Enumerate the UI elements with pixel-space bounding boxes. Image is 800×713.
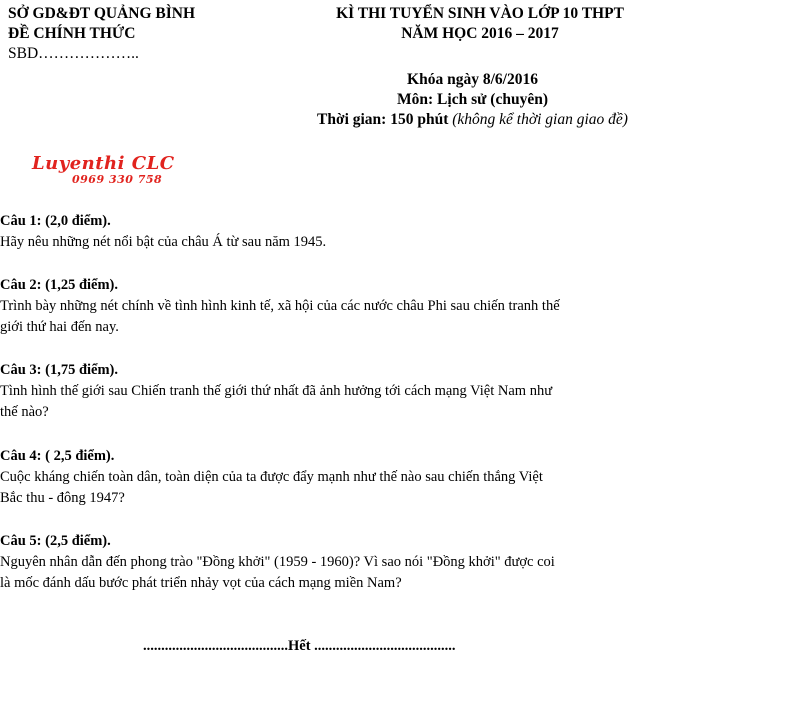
school-year: NĂM HỌC 2016 – 2017 bbox=[401, 25, 559, 42]
question-title: Câu 5: (2,5 điểm). bbox=[0, 533, 111, 549]
candidate-number: SBD……………….. bbox=[8, 45, 139, 62]
exam-time-note: (không kể thời gian giao đề) bbox=[452, 111, 628, 128]
question-line: Bắc thu - đông 1947? bbox=[0, 490, 125, 506]
question-5 bbox=[0, 531, 640, 594]
exam-title: KÌ THI TUYỂN SINH VÀO LỚP 10 THPT bbox=[336, 5, 624, 22]
question-title: Câu 3: (1,75 điểm). bbox=[0, 362, 119, 378]
exam-date: Khóa ngày 8/6/2016 bbox=[407, 71, 538, 88]
question-line: Cuộc kháng chiến toàn dân, toàn diện của ta được đẩy mạnh như thế nào sau chiến thắng Việt bbox=[0, 469, 543, 485]
question-line: thế nào? bbox=[0, 404, 49, 420]
question-line: giới thứ hai đến nay. bbox=[0, 319, 119, 335]
exam-info bbox=[300, 70, 645, 130]
official-label: ĐỀ CHÍNH THỨC bbox=[8, 25, 136, 42]
question-1 bbox=[0, 211, 640, 253]
question-title: Câu 1: (2,0 điểm). bbox=[0, 213, 111, 229]
exam-time bbox=[300, 110, 645, 130]
header-left bbox=[8, 4, 195, 64]
end-marker: ........................................Hết ....................................... bbox=[143, 638, 456, 654]
watermark-name: Luyenthi CLC bbox=[32, 153, 175, 174]
question-line: Tình hình thế giới sau Chiến tranh thế giới thứ nhất đã ảnh hưởng tới cách mạng Việt Nam như bbox=[0, 383, 553, 399]
exam-time-label: Thời gian: 150 phút bbox=[317, 111, 449, 128]
exam-subject: Môn: Lịch sử (chuyên) bbox=[397, 91, 548, 108]
watermark-logo bbox=[32, 154, 175, 186]
question-4 bbox=[0, 446, 640, 509]
question-line: Hãy nêu những nét nổi bật của châu Á từ sau năm 1945. bbox=[0, 234, 327, 250]
question-title: Câu 4: ( 2,5 điểm). bbox=[0, 448, 115, 464]
question-line: Nguyên nhân dẫn đến phong trào "Đồng khởi" (1959 - 1960)? Vì sao nói "Đồng khởi" được coi bbox=[0, 554, 555, 570]
question-3 bbox=[0, 360, 640, 423]
watermark-phone: 0969 330 758 bbox=[72, 173, 163, 186]
question-line: Trình bày những nét chính về tình hình kinh tế, xã hội của các nước châu Phi sau chiến tranh thế bbox=[0, 298, 560, 314]
department-name: SỞ GD&ĐT QUẢNG BÌNH bbox=[8, 5, 196, 22]
question-2 bbox=[0, 275, 640, 338]
question-title: Câu 2: (1,25 điểm). bbox=[0, 277, 119, 293]
question-line: là mốc đánh dấu bước phát triển nhảy vọt của cách mạng miền Nam? bbox=[0, 575, 402, 591]
header-right bbox=[300, 4, 660, 44]
